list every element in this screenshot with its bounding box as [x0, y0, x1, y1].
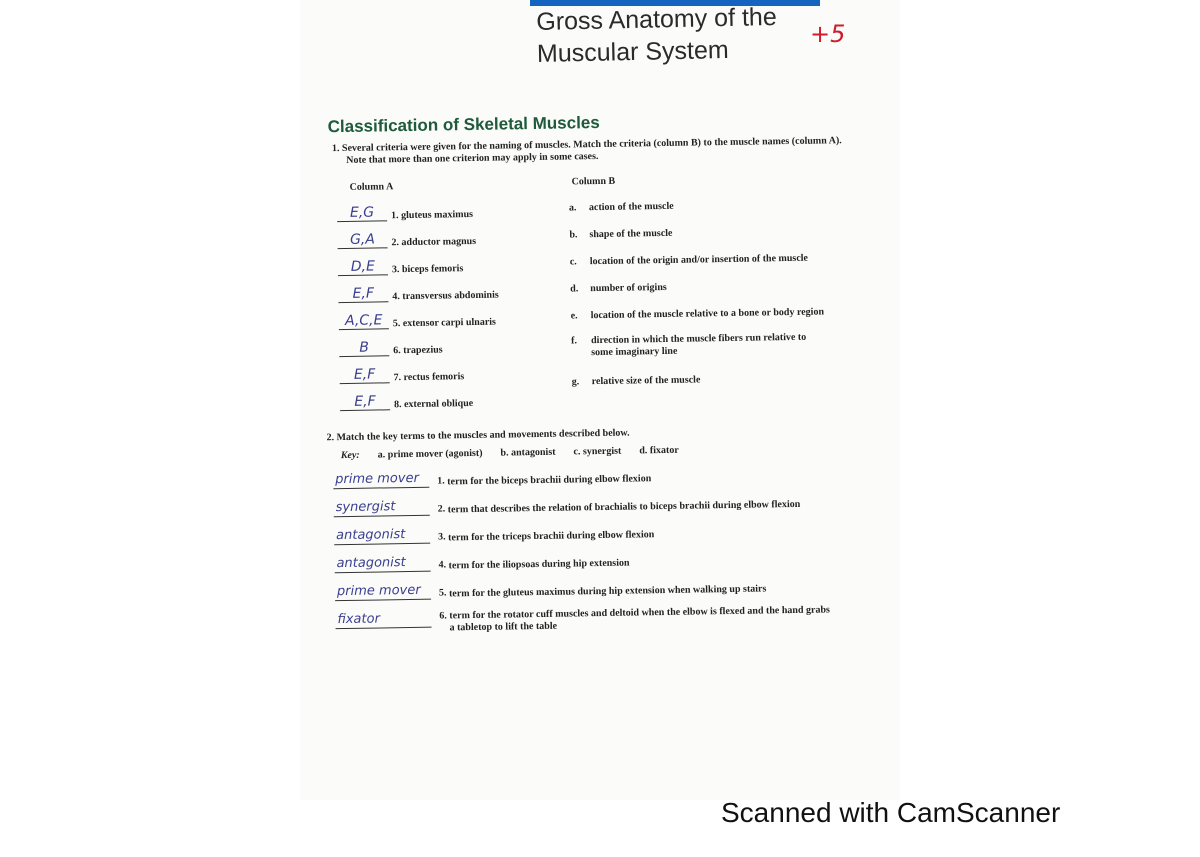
title-line-2: Muscular System [536, 35, 729, 68]
column-b-row [570, 282, 667, 296]
q2-item-text: term for the biceps brachii during elbow flexion [447, 473, 652, 488]
q2-item-number: 4. [438, 559, 447, 571]
item-number: 3. [391, 264, 400, 276]
muscle-name: gluteus maximus [400, 208, 474, 222]
criterion-text: relative size of the muscle [591, 374, 701, 388]
criterion-letter: c. [569, 256, 577, 268]
criterion-text: location of the muscle relative to a bone or body region [590, 306, 825, 322]
column-b-row [571, 306, 824, 322]
q1-instruction-line-1: 1. Several criteria were given for the naming of muscles. Match the criteria (column B) to the muscle names (column A). [331, 135, 842, 155]
answer-blank[interactable]: E,G [337, 204, 387, 222]
answer-blank[interactable]: B [339, 339, 389, 357]
q2-row [335, 604, 830, 636]
section-heading: Classification of Skeletal Muscles [327, 112, 600, 137]
column-b-row [572, 374, 701, 388]
q2-item-text-line-2: a tabletop to lift the table [449, 620, 558, 634]
q2-item-number: 3. [438, 531, 446, 543]
criterion-text: shape of the muscle [589, 227, 673, 241]
answer-blank[interactable]: A,C,E [339, 312, 389, 330]
muscle-name: transversus abdominis [402, 289, 499, 303]
q2-item-number: 1. [437, 475, 445, 487]
column-a-row [337, 227, 476, 249]
q2-item-text: term for the gluteus maximus during hip extension when walking up stairs [448, 583, 767, 600]
muscle-name: adductor magnus [401, 235, 477, 249]
q2-item-text [449, 604, 830, 634]
q2-row [333, 467, 651, 489]
q2-item-text-line-1: term for the rotator cuff muscles and deltoid when the elbow is flexed and the hand grabs [449, 604, 830, 622]
item-number: 2. [391, 237, 400, 249]
criterion-letter: d. [570, 283, 579, 295]
key-term: b. antagonist [500, 446, 556, 459]
column-b-row [569, 201, 674, 215]
criterion-letter: f. [570, 335, 577, 347]
criterion-text-line-2: some imaginary line [591, 345, 678, 359]
answer-blank[interactable]: antagonist [334, 527, 430, 546]
answer-blank[interactable]: E,F [340, 393, 390, 411]
criterion-text [591, 332, 807, 359]
column-b-row [569, 228, 672, 242]
q2-item-number: 6. [439, 610, 447, 622]
answer-blank[interactable]: prime mover [335, 583, 431, 602]
answer-blank[interactable]: E,F [339, 366, 389, 384]
q2-row [334, 552, 629, 574]
answer-blank[interactable]: synergist [334, 499, 430, 518]
column-b-row [571, 332, 807, 360]
column-a-row [338, 281, 499, 304]
item-number: 7. [393, 372, 402, 384]
criterion-text: number of origins [590, 281, 667, 295]
column-b-label: Column B [571, 175, 616, 188]
column-a-row [339, 362, 464, 384]
column-b-row [570, 253, 808, 269]
answer-blank[interactable]: G,A [337, 231, 387, 249]
q1-instruction-line-2: Note that more than one criterion may apply in some cases. [346, 150, 599, 166]
q2-item-text: term for the iliopsoas during hip extension [448, 557, 630, 572]
item-number: 1. [390, 210, 399, 222]
q2-instruction: 2. Match the key terms to the muscles and movements described below. [326, 427, 630, 444]
camscanner-watermark: Scanned with CamScanner [721, 797, 1061, 828]
item-number: 6. [393, 345, 401, 357]
q2-row [334, 493, 801, 517]
q2-item-text: term that describes the relation of brachialis to biceps brachii during elbow flexion [447, 498, 801, 516]
criterion-letter: e. [570, 310, 578, 322]
column-a-row [338, 254, 464, 276]
handwritten-grade: +5 [810, 20, 846, 48]
criterion-letter: g. [571, 376, 580, 388]
answer-blank[interactable]: E,F [338, 285, 388, 303]
answer-blank[interactable]: antagonist [334, 555, 430, 574]
answer-blank[interactable]: prime mover [333, 471, 429, 490]
q2-row [335, 577, 767, 601]
muscle-name: trapezius [403, 344, 443, 357]
answer-blank[interactable]: D,E [338, 258, 388, 276]
title-line-1: Gross Anatomy of the [536, 2, 777, 36]
q2-item-number: 5. [438, 587, 447, 599]
muscle-name: external oblique [403, 397, 474, 411]
column-a-row [340, 389, 473, 411]
muscle-name: extensor carpi ulnaris [402, 316, 497, 330]
criterion-letter: a. [568, 202, 577, 214]
q2-item-text: term for the triceps brachii during elbow flexion [448, 529, 655, 544]
answer-blank[interactable]: fixator [335, 611, 431, 630]
muscle-name: biceps femoris [401, 263, 464, 276]
criterion-text-line-1: direction in which the muscle fibers run relative to [590, 331, 807, 347]
column-a-row [339, 335, 443, 357]
key-term: a. prime mover (agonist) [377, 447, 483, 461]
item-number: 8. [393, 399, 402, 411]
criterion-text: location of the origin and/or insertion of the muscle [589, 252, 809, 268]
q2-item-number: 2. [437, 503, 446, 515]
q2-row [334, 523, 654, 545]
item-number: 4. [392, 291, 400, 303]
criterion-letter: b. [569, 229, 578, 241]
key-terms [341, 444, 697, 461]
key-term: c. synergist [573, 445, 622, 458]
column-a-label: Column A [349, 181, 394, 193]
item-number: 5. [392, 318, 401, 330]
key-label: Key: [340, 449, 360, 462]
key-term: d. fixator [639, 444, 679, 457]
column-a-row [337, 200, 473, 222]
muscle-name: rectus femoris [403, 371, 465, 384]
criterion-text: action of the muscle [588, 200, 674, 214]
column-a-row [339, 308, 496, 330]
